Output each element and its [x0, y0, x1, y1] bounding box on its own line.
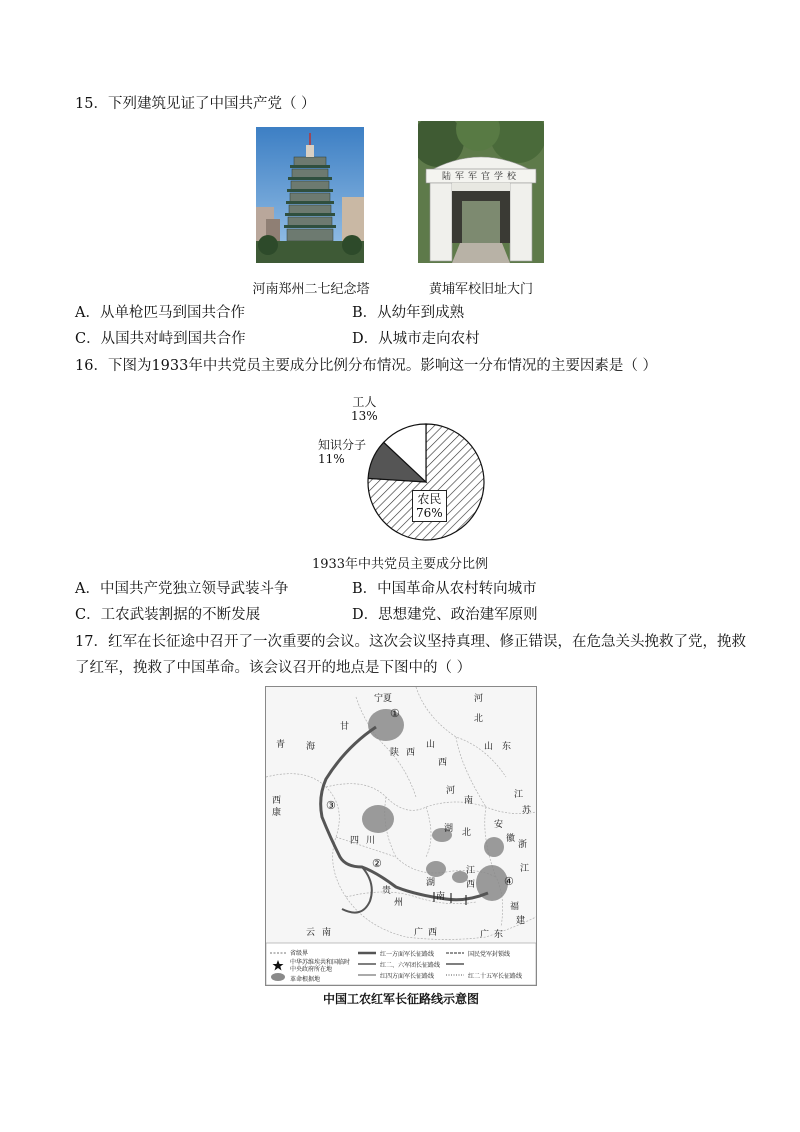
tower-caption: 河南郑州二七纪念塔 [252, 282, 370, 297]
pie-label-intellectuals-value: 11% [318, 452, 345, 466]
legend-item: 红一方面军长征路线 [380, 951, 435, 958]
pie-label-peasants-value: 76% [416, 506, 443, 520]
q16-option-d: D．思想建党、政治建军原则 [352, 607, 538, 623]
map-label: 州 [394, 898, 404, 908]
q15-option-a: A．从单枪匹马到国共合作 [75, 305, 245, 321]
map-label: 云 [306, 928, 316, 938]
legend-item: 中华苏维埃共和国临时中央政府所在地 [290, 959, 351, 973]
q16-option-c: C．工农武装割据的不断发展 [75, 607, 261, 623]
map-label: 福 [510, 902, 520, 912]
map-label: 山 [426, 740, 436, 750]
legend-item: 国民党军封锁线 [468, 951, 511, 958]
map-label: 四 [350, 836, 360, 846]
map-label: 北 [462, 828, 472, 838]
map-label: 川 [366, 836, 376, 846]
map-label: 西 [406, 748, 416, 758]
map-label: 南 [436, 892, 446, 902]
q17-stem-line1: 17．红军在长征途中召开了一次重要的会议。这次会议坚持真理、修正错误，在危急关头挽救了党，挽救 [75, 634, 746, 650]
map-label: 甘 [340, 722, 350, 732]
map-label: 广 [480, 930, 490, 940]
map-label: 广 [414, 928, 424, 938]
map-label: 安 [494, 820, 504, 830]
legend-item: 红二、六军团长征路线 [380, 962, 441, 969]
map-label: 河 [474, 694, 484, 704]
map-marker-2: ② [372, 857, 382, 870]
pie-label-intellectuals-name: 知识分子 [318, 438, 367, 452]
q17-stem-line2: 了红军，挽救了中国革命。该会议召开的地点是下图中的（ ） [75, 660, 472, 676]
map-label: 北 [474, 714, 484, 724]
q16-stem: 16．下图为1933年中共党员主要成分比例分布情况。影响这一分布情况的主要因素是（ ） [75, 358, 657, 374]
pie-label-workers [351, 395, 378, 423]
map-marker-3: ③ [326, 799, 336, 812]
gate-sign: 陆军军官学校 [441, 172, 520, 182]
legend-item: 省级界 [290, 950, 309, 957]
map-label: 南 [322, 928, 332, 938]
map-label: 东 [494, 930, 504, 940]
pie-label-peasants [412, 490, 447, 522]
tower-photo [256, 127, 364, 263]
map-label: 西 [466, 880, 476, 890]
map-marker-4: ④ [504, 875, 514, 888]
legend-item: 革命根据地 [290, 976, 321, 983]
map-label: 康 [272, 808, 282, 818]
q15-stem: 15．下列建筑见证了中国共产党（ ） [75, 96, 316, 112]
map-label: 苏 [522, 806, 532, 816]
pie-chart [300, 390, 500, 550]
map-label: 浙 [518, 840, 528, 850]
pie-label-workers-name: 工人 [352, 395, 377, 409]
map-label: 东 [502, 742, 512, 752]
map-label: 江 [520, 864, 530, 874]
map-label: 贵 [382, 886, 392, 896]
gate-photo [418, 121, 544, 263]
map-label: 西 [428, 928, 438, 938]
q16-option-a: A．中国共产党独立领导武装斗争 [75, 581, 289, 597]
pie-label-intellectuals [318, 438, 366, 466]
map-label: 海 [306, 742, 316, 752]
pie-label-workers-value: 13% [351, 409, 378, 423]
map-label: 山 [484, 742, 494, 752]
pie-label-peasants-name: 农民 [417, 492, 442, 506]
map-label: 建 [516, 916, 526, 926]
map-label: 西 [438, 758, 448, 768]
map-label: 宁夏 [374, 694, 393, 704]
map-label: 湖 [426, 878, 436, 888]
map-marker-1: ① [390, 707, 400, 720]
map-label: 青 [276, 740, 286, 750]
q15-option-b: B．从幼年到成熟 [352, 305, 465, 321]
map-label: 南 [464, 796, 474, 806]
map-label: 陕 [390, 748, 400, 758]
map-label: 西 [272, 796, 282, 806]
map-label: 江 [466, 866, 476, 876]
long-march-map [265, 686, 537, 986]
gate-caption: 黄埔军校旧址大门 [428, 282, 533, 297]
legend-item: 红二十五军长征路线 [468, 973, 523, 980]
q15-option-d: D．从城市走向农村 [352, 331, 480, 347]
pie-title: 1933年中共党员主要成分比例 [311, 557, 489, 572]
map-caption: 中国工农红军长征路线示意图 [322, 992, 479, 1006]
map-label: 湖 [444, 824, 454, 834]
q15-option-c: C．从国共对峙到国共合作 [75, 331, 246, 347]
map-label: 江 [514, 790, 524, 800]
map-label: 徽 [506, 834, 516, 844]
map-label: 河 [446, 786, 456, 796]
legend-item: 红四方面军长征路线 [380, 973, 435, 980]
q16-option-b: B．中国革命从农村转向城市 [352, 581, 537, 597]
